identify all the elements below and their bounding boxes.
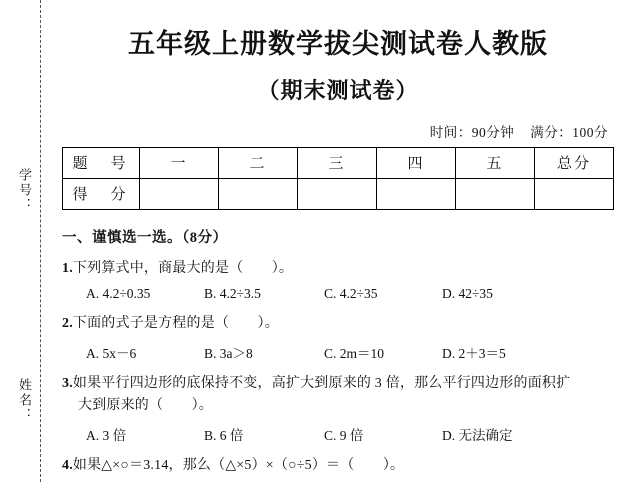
score-cell-3[interactable] xyxy=(377,178,456,209)
exam-meta xyxy=(62,121,614,141)
binding-dashed-line xyxy=(40,0,41,482)
question-4 xyxy=(62,455,614,477)
exam-time: 时间：90分钟 xyxy=(429,124,515,140)
question-2-option-b[interactable]: B. 3a＞8 xyxy=(204,346,253,362)
question-1-option-b[interactable]: B. 4.2÷3.5 xyxy=(204,286,261,302)
question-4-number: 4. xyxy=(62,457,73,473)
table-row xyxy=(63,178,614,209)
question-1-number: 1. xyxy=(62,260,73,276)
score-table-col-5: 总分 xyxy=(535,147,614,178)
question-3-option-a[interactable]: A. 3 倍 xyxy=(86,427,127,443)
student-name-label: 姓名： xyxy=(17,378,32,423)
question-3-option-c[interactable]: C. 9 倍 xyxy=(324,427,364,443)
question-3-option-b[interactable]: B. 6 倍 xyxy=(204,427,244,443)
score-cell-1[interactable] xyxy=(219,178,298,209)
score-table-col-1: 二 xyxy=(219,147,298,178)
paper-content xyxy=(62,0,614,476)
score-table-col-3: 四 xyxy=(377,147,456,178)
question-2-option-a[interactable]: A. 5x－6 xyxy=(86,346,137,362)
question-3-text-continued: 大到原来的（ ）。 xyxy=(78,397,213,413)
exam-full-score: 满分：100分 xyxy=(530,124,608,140)
score-cell-0[interactable] xyxy=(140,178,219,209)
question-4-text: 如果△×○＝3.14，那么（△×5）×（○÷5）＝（ ）。 xyxy=(72,457,405,473)
student-id-label: 学号： xyxy=(17,168,32,213)
side-label-column xyxy=(8,0,34,482)
question-3-options xyxy=(62,424,614,444)
question-2-number: 2. xyxy=(62,316,73,332)
score-table xyxy=(62,147,614,210)
score-cell-5[interactable] xyxy=(535,178,614,209)
question-2-options xyxy=(62,342,614,362)
question-1-option-d[interactable]: D. 42÷35 xyxy=(442,286,493,302)
question-1-options xyxy=(62,286,614,302)
question-1 xyxy=(62,258,614,280)
question-2 xyxy=(62,313,614,335)
section-title-choice: 一、谨慎选一选。（8分） xyxy=(62,229,228,246)
score-table-row-label-0: 题 号 xyxy=(63,147,140,178)
score-table-col-0: 一 xyxy=(140,147,219,178)
question-1-option-c[interactable]: C. 4.2÷35 xyxy=(324,286,378,302)
question-1-text: 下列算式中，商最大的是（ ）。 xyxy=(72,260,294,276)
table-row xyxy=(63,147,614,178)
page-title: 五年级上册数学拔尖测试卷人教版 xyxy=(128,29,548,59)
question-2-option-c[interactable]: C. 2m＝10 xyxy=(324,346,385,362)
page-subtitle: （期末测试卷） xyxy=(257,77,419,103)
score-cell-4[interactable] xyxy=(456,178,535,209)
question-1-option-a[interactable]: A. 4.2÷0.35 xyxy=(86,286,151,302)
score-cell-2[interactable] xyxy=(298,178,377,209)
score-table-col-2: 三 xyxy=(298,147,377,178)
question-2-text: 下面的式子是方程的是（ ）。 xyxy=(72,316,279,332)
question-3-text: 如果平行四边形的底保持不变，高扩大到原来的 3 倍，那么平行四边形的面积扩 xyxy=(72,376,571,392)
score-table-row-label-1: 得 分 xyxy=(63,178,140,209)
question-2-option-d[interactable]: D. 2＋3＝5 xyxy=(442,346,506,362)
question-3 xyxy=(62,373,614,416)
question-3-option-d[interactable]: D. 无法确定 xyxy=(442,427,513,443)
score-table-col-4: 五 xyxy=(456,147,535,178)
question-3-number: 3. xyxy=(62,376,73,392)
